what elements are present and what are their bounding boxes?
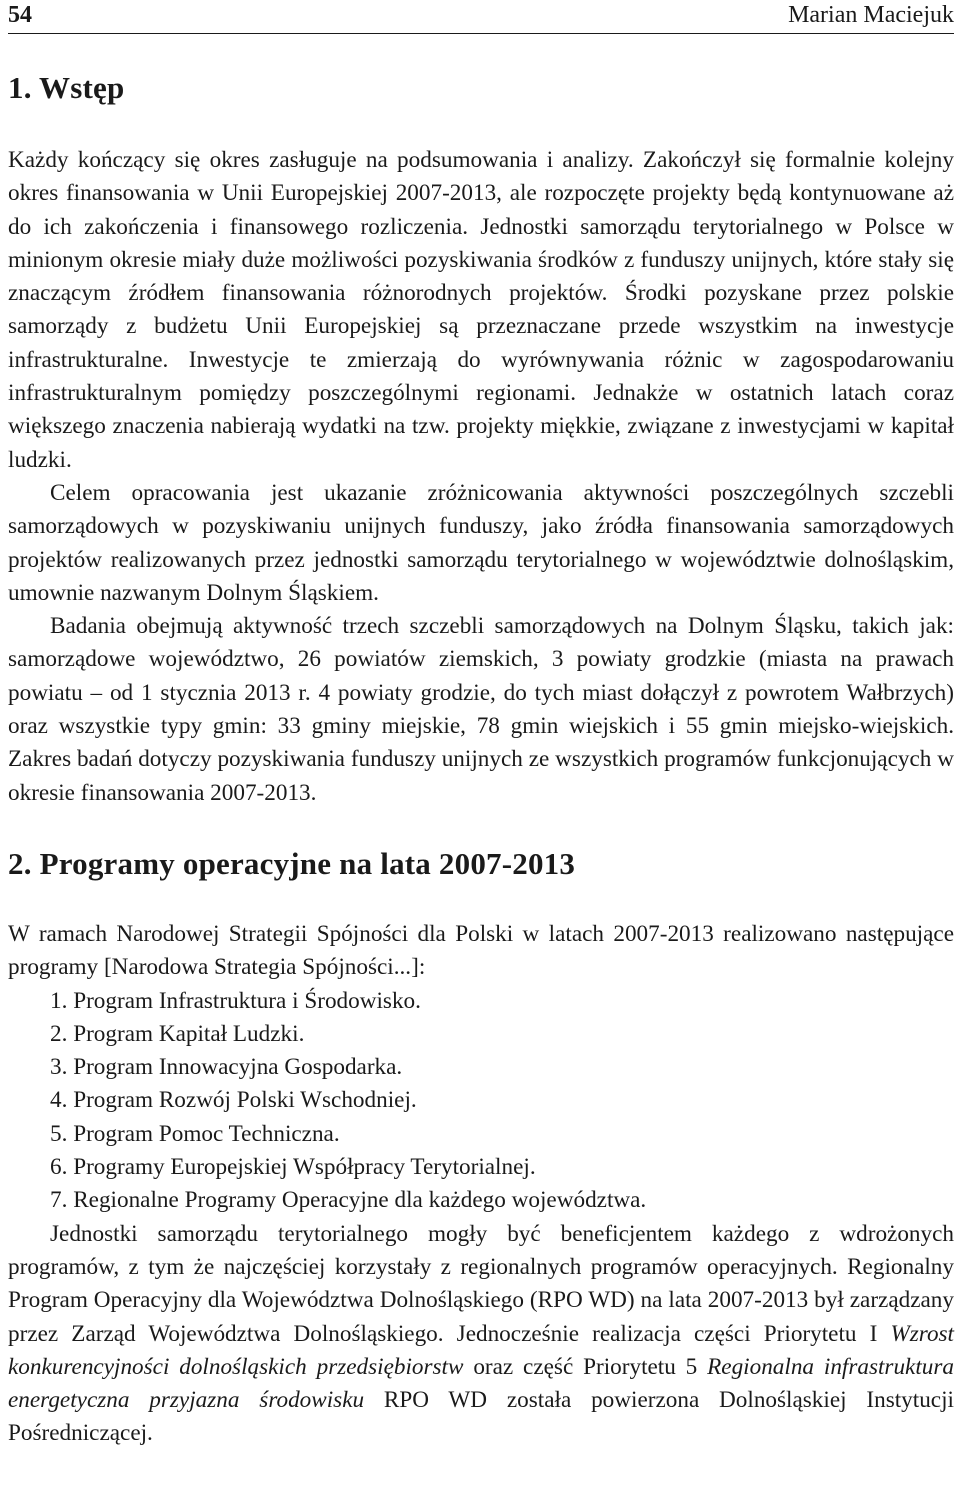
list-item: 5. Program Pomoc Techniczna.	[50, 1120, 340, 1147]
paragraph-programs-intro: W ramach Narodowej Strategii Spójności dla Polski w latach 2007-2013 realizowano następujące programy [Narodowa Strategia Spójności...]:	[8, 920, 954, 981]
running-header-author: Marian Maciejuk	[788, 2, 954, 28]
list-item: 3. Program Innowacyjna Gospodarka.	[50, 1054, 403, 1081]
priority-1-title: Wzrost konkurencyjności dolnośląskich przedsiębiorstw	[8, 1320, 954, 1380]
paragraph-aim: Celem opracowania jest ukazanie zróżnicowania aktywności poszczególnych szczebli samorządowych w pozyskiwaniu unijnych funduszy, jako źródła finansowania samorządowych projektów realizowanych przez jednostki samorządu terytorialnego w województwie dolnośląskim, umownie nazwanym Dolnym Śląskiem.	[8, 479, 954, 606]
list-item: 6. Programy Europejskiej Współpracy Terytorialnej.	[50, 1154, 536, 1181]
paragraph-scope: Badania obejmują aktywność trzech szczebli samorządowych na Dolnym Śląsku, takich jak: samorządowe województwo, 26 powiatów ziemskich, 3 powiaty grodzkie (miasta na prawach powiatu – od 1 stycznia 2013 r. 4 powiaty grodzie, do tych miast dołączył z powrotem Wałbrzych) oraz wszystkie typy gmin: 33 gminy miejskie, 78 gmin wiejskich i 55 gmin miejsko-wiejskich. Zakres badań dotyczy pozyskiwania funduszy unijnych ze wszystkich programów funkcjonujących w okresie finansowania 2007-2013.	[8, 613, 954, 806]
list-item: 1. Program Infrastruktura i Środowisko.	[50, 987, 421, 1014]
page-number: 54	[8, 2, 32, 28]
list-item: 4. Program Rozwój Polski Wschodniej.	[50, 1087, 417, 1114]
section-heading-introduction: 1. Wstęp	[8, 70, 125, 105]
paragraph-intro: Każdy kończący się okres zasługuje na podsumowania i analizy. Zakończył się formalnie kolejny okres finansowania w Unii Europejskiej 2007-2013, ale rozpoczęte projekty będą kontynuowane aż do ich zakończenia i finansowego rozliczenia. Jednostki samorządu terytorialnego w Polsce w minionym okresie miały duże możliwości pozyskiwania środków z funduszy unijnych, które stały się znaczącym źródłem finansowania różnorodnych projektów. Środki pozyskane przez polskie samorządy z budżetu Unii Europejskiej są przeznaczane przede wszystkim na inwestycje infrastrukturalne. Inwestycje te zmierzają do wyrównywania różnic w zagospodarowaniu infrastrukturalnym pomiędzy poszczególnymi regionami. Jednakże w ostatnich latach coraz większego znaczenia nabierają wydatki na tzw. projekty miękkie, związane z inwestycjami w kapitał ludzki.	[8, 147, 954, 473]
section-heading-programs: 2. Programy operacyjne na lata 2007-2013	[8, 845, 576, 881]
closing-text-2: oraz część Priorytetu 5	[463, 1353, 708, 1380]
paragraph-beneficiaries	[8, 1218, 954, 1451]
running-header	[8, 0, 954, 34]
closing-text-3: RPO WD została powierzona Dolnośląskiej Instytucji Pośredniczącej.	[8, 1387, 954, 1447]
priority-5-title: Regionalna infrastruktura energetyczna przyjazna środowisku	[8, 1353, 954, 1414]
closing-text-1: Jednostki samorządu terytorialnego mogły być beneficjentem każdego z wdrożonych programów, z tym że najczęściej korzystały z regionalnych programów operacyjnych. Regionalny Program Operacyjny dla Województwa Dolnośląskiego (RPO WD) na lata 2007-2013 był zarządzany przez Zarząd Województwa Dolnośląskiego. Jednocześnie realizacja części Priorytetu I	[8, 1220, 954, 1347]
list-item: 7. Regionalne Programy Operacyjne dla każdego województwa.	[50, 1187, 647, 1214]
programs-list	[8, 985, 954, 1218]
list-item: 2. Program Kapitał Ludzki.	[50, 1020, 305, 1047]
